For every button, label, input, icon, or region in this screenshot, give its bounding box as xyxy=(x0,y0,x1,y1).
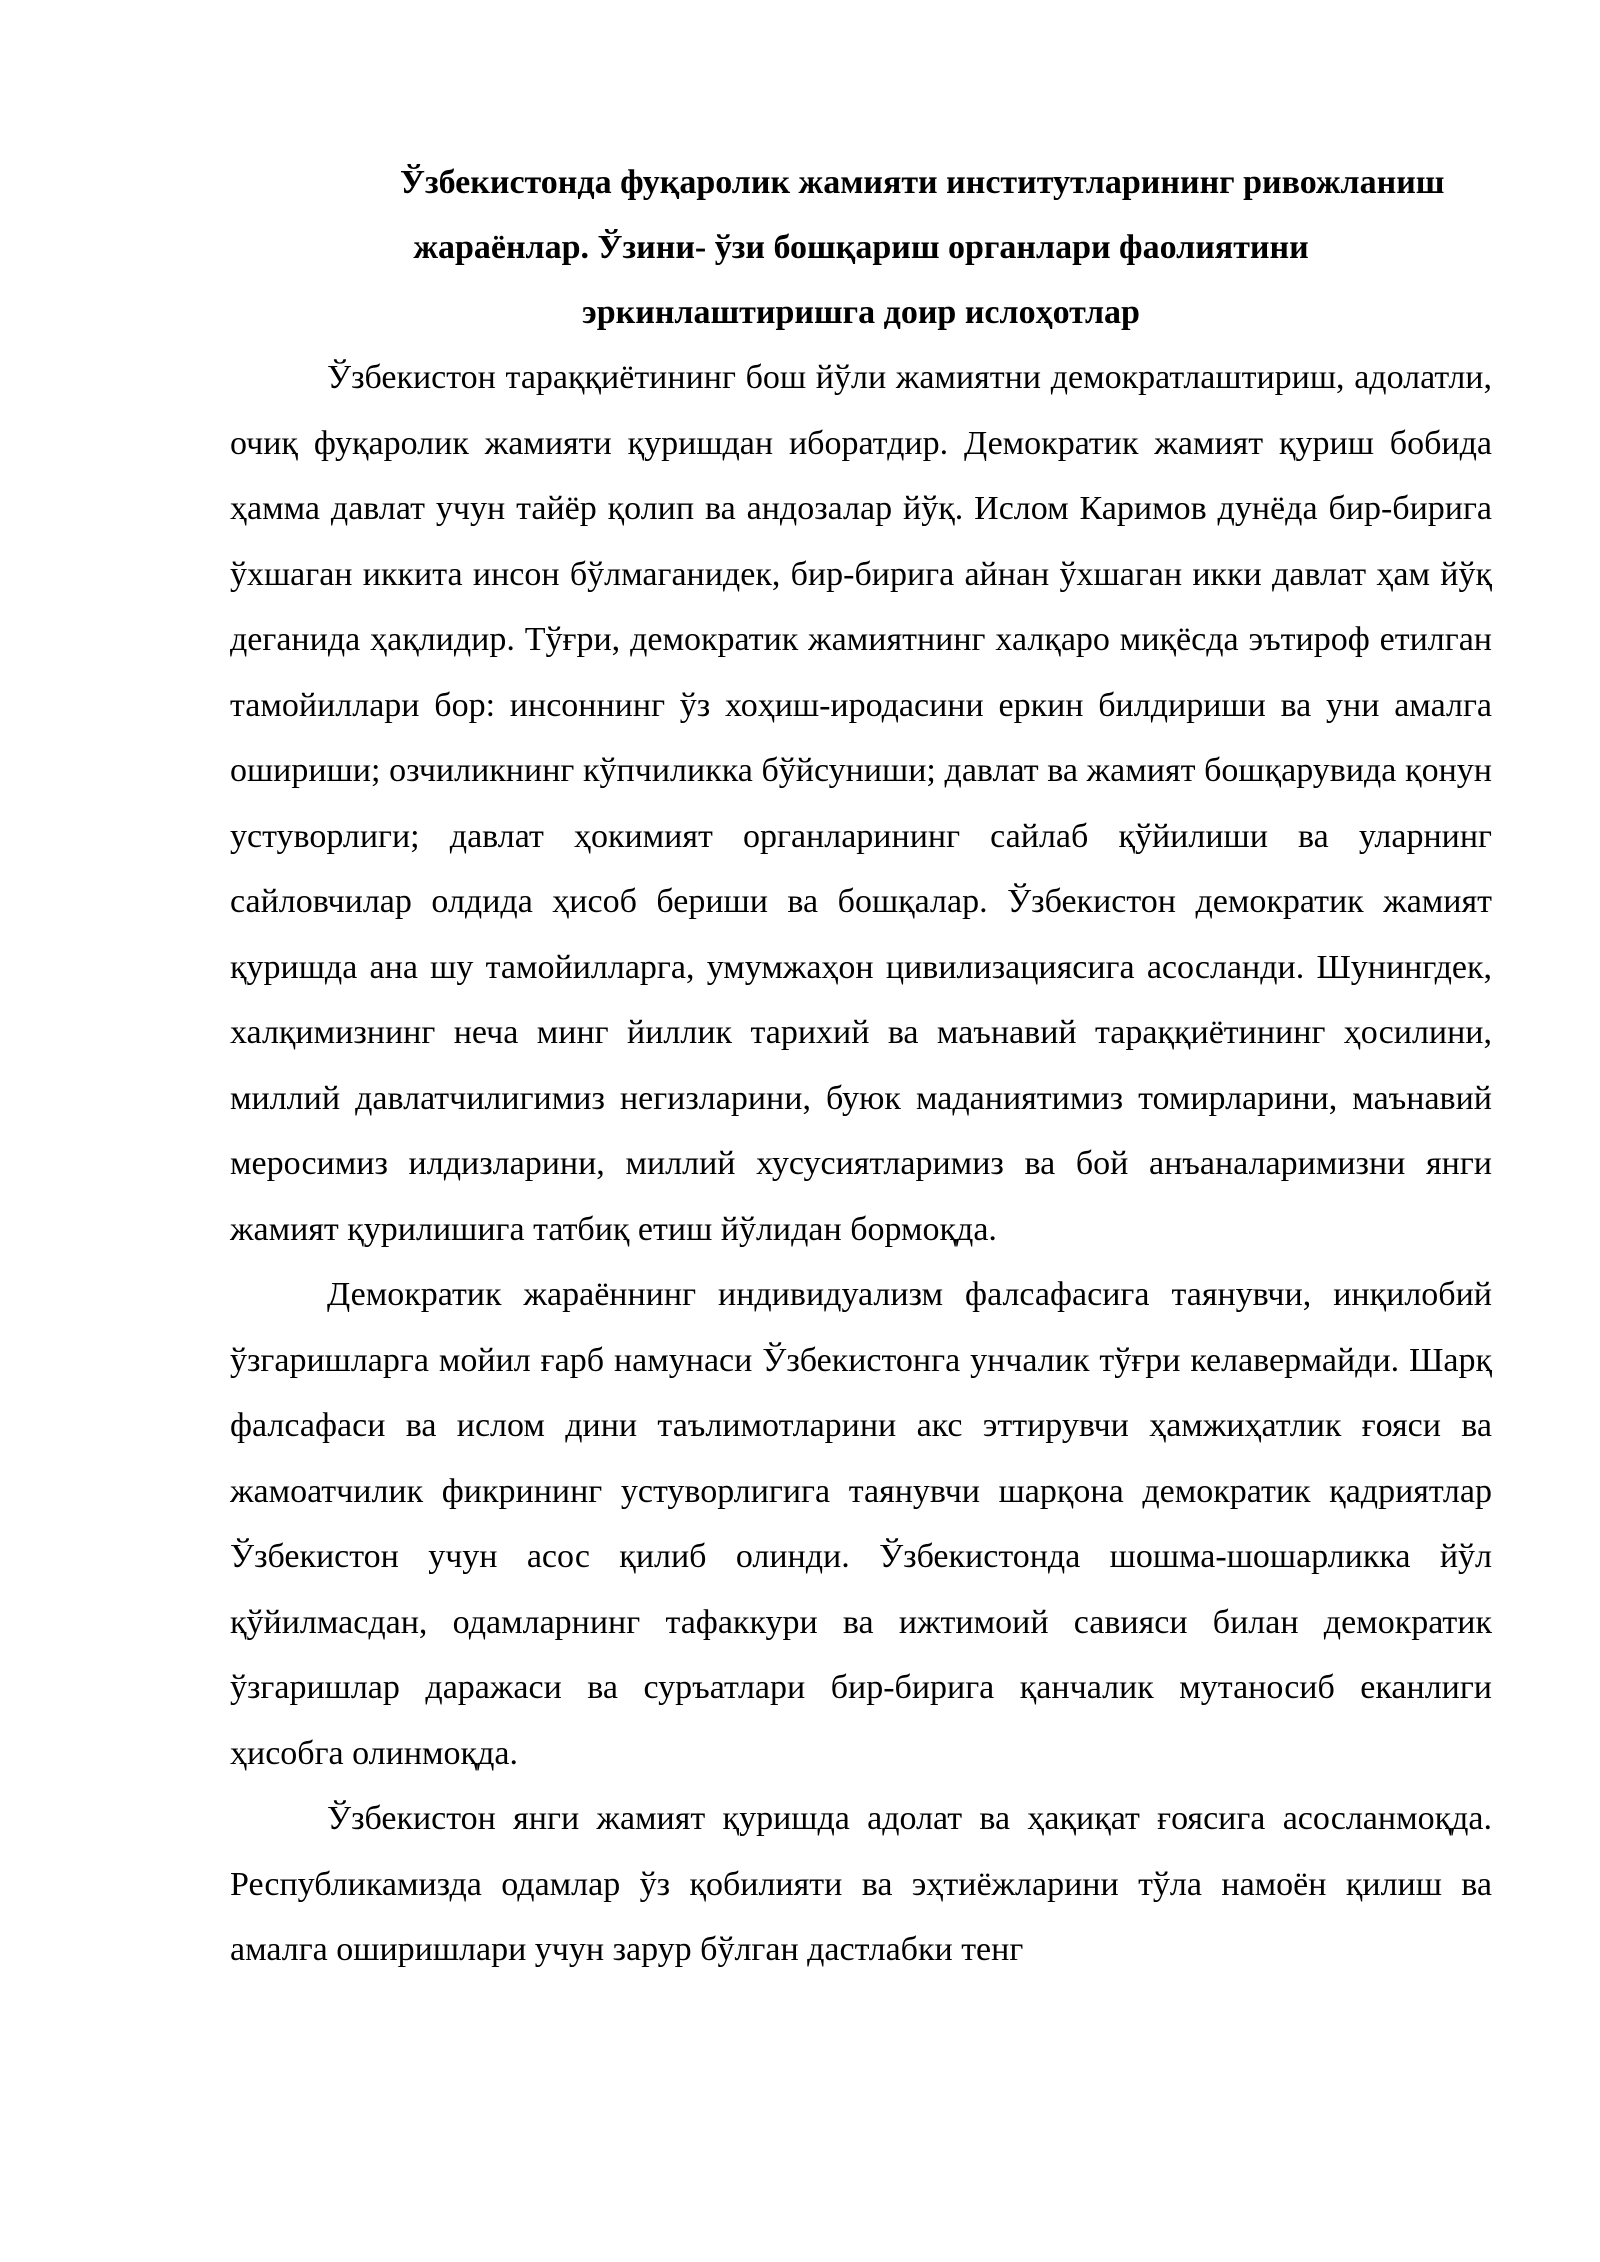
title-line-3: эркинлаштиришга доир ислоҳотлар xyxy=(582,294,1140,331)
paragraph-2: Демократик жараённинг индивидуализм фалсафасига таянувчи, инқилобий ўзгаришларга мойил ғарб намунаси Ўзбекистонга унчалик тўғри келавермайди. Шарқ фалсафаси ва ислом дини таълимотларини акс эттирувчи ҳамжиҳатлик ғояси ва жамоатчилик фикрининг устуворлигига таянувчи шарқона демократик қадриятлар Ўзбекистон учун асос қилиб олинди. Ўзбекистонда шошма-шошарликка йўл қўйилмасдан, одамларнинг тафаккури ва ижтимоий савияси билан демократик ўзгаришлар даражаси ва суръатлари бир-бирига қанчалик мутаносиб еканлиги ҳисобга олинмоқда. xyxy=(230,1276,1492,1772)
document-title xyxy=(230,150,1492,345)
paragraph-3: Ўзбекистон янги жамият қуришда адолат ва ҳақиқат ғоясига асосланмоқда. Республикамизда одамлар ўз қобилияти ва эҳтиёжларини тўла намоён қилиш ва амалга оширишлари учун зарур бўлган дастлабки тенг xyxy=(230,1800,1492,1968)
title-line-1: Ўзбекистонда фуқаролик жамияти институтларининг ривожланиш xyxy=(400,164,1445,201)
document-body xyxy=(230,150,1492,1983)
paragraph-1: Ўзбекистон тараққиётининг бош йўли жамиятни демократлаштириш, адолатли, очиқ фуқаролик жамияти қуришдан иборатдир. Демократик жамият қуриш бобида ҳамма давлат учун тайёр қолип ва андозалар йўқ. Ислом Каримов дунёда бир-бирига ўхшаган иккита инсон бўлмаганидек, бир-бирига айнан ўхшаган икки давлат ҳам йўқ деганида ҳақлидир. Тўғри, демократик жамиятнинг халқаро миқёсда эътироф етилган тамойиллари бор: инсоннинг ўз хоҳиш-иродасини еркин билдириши ва уни амалга ошириши; озчиликнинг кўпчиликка бўйсуниши; давлат ва жамият бошқарувида қонун устуворлиги; давлат ҳокимият органларининг сайлаб қўйилиши ва уларнинг сайловчилар олдида ҳисоб бериши ва бошқалар. Ўзбекистон демократик жамият қуришда ана шу тамойилларга, умумжаҳон цивилизациясига асосланди. Шунингдек, халқимизнинг неча минг йиллик тарихий ва маънавий тараққиётининг ҳосилини, миллий давлатчилигимиз негизларини, буюк маданиятимиз томирларини, маънавий меросимиз илдизларини, миллий хусусиятларимиз ва бой анъаналаримизни янги жамият қурилишига татбиқ етиш йўлидан бормоқда. xyxy=(230,359,1492,1248)
title-line-2: жараёнлар. Ўзини- ўзи бошқариш органлари фаолиятини xyxy=(413,229,1309,266)
